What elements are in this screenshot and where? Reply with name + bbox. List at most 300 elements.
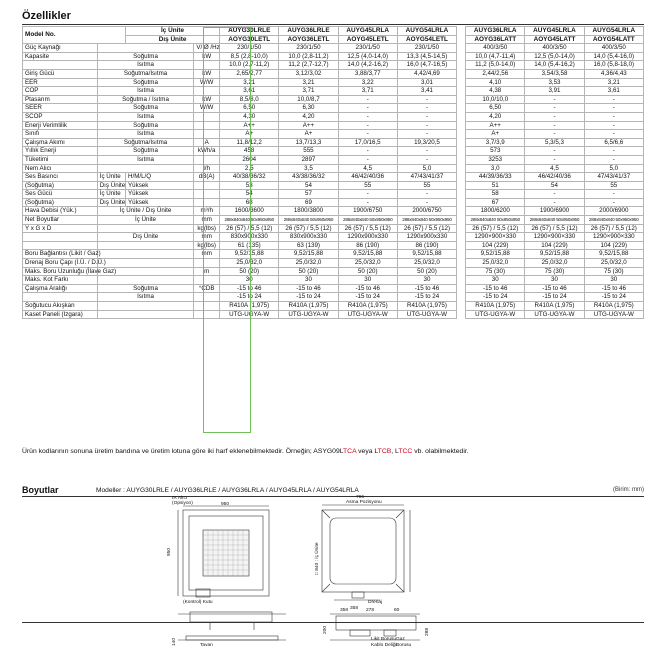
value-cell: 25,0/32,0 xyxy=(584,259,643,268)
row-label: Sınıfı xyxy=(23,130,98,139)
row-label: Enerji Verimlilik xyxy=(23,121,98,130)
dim-288: 288 xyxy=(425,627,430,636)
value-cell: 17,0/16,5 xyxy=(338,138,397,147)
row-unit: mm xyxy=(194,216,220,225)
outdoor-unit-label: Dış Ünite xyxy=(126,35,220,44)
control-box-label: (Kontrol) Kutu xyxy=(183,600,213,605)
value-cell: 51 xyxy=(466,181,525,190)
row-label: Y x G x D xyxy=(23,224,98,233)
row-label: Güç Kaynağı xyxy=(23,44,98,53)
value-cell: 58 xyxy=(466,190,525,199)
value-cell: UTG-UGYA-W xyxy=(525,310,584,319)
value-cell: 11,2 (2,7-12,7) xyxy=(279,61,338,70)
value-cell: 67 xyxy=(466,198,525,207)
value-cell: 19,3/20,5 xyxy=(397,138,456,147)
row-sublabel: Isıtma xyxy=(97,293,194,302)
row-sublabel: Isıtma xyxy=(97,87,194,96)
value-cell: 830x900x330 xyxy=(220,233,279,242)
value-cell: 4,5 xyxy=(525,164,584,173)
row-unit: dB(A) xyxy=(194,173,220,182)
gas-label: Gaz xyxy=(396,637,405,642)
value-cell: 1800/6200 xyxy=(466,207,525,216)
value-cell: 1290×900×330 xyxy=(466,233,525,242)
value-cell: - xyxy=(525,155,584,164)
value-cell: 1600/3600 xyxy=(220,207,279,216)
value-cell: 573 xyxy=(466,147,525,156)
value-cell: 230/1/50 xyxy=(338,44,397,53)
value-cell: 2,65/2,77 xyxy=(220,69,279,78)
dim-200: 200 xyxy=(323,625,328,634)
value-cell: 9,52/15,88 xyxy=(338,250,397,259)
value-cell: A+ xyxy=(279,130,338,139)
value-cell: 3,01 xyxy=(397,78,456,87)
value-cell: 3,21 xyxy=(584,78,643,87)
row-sublabel: Dış Ünite xyxy=(97,181,125,190)
row-sublabel: Soğutma xyxy=(97,104,194,113)
page-bottom-rule xyxy=(22,622,644,623)
value-cell: 104 (229) xyxy=(466,241,525,250)
row-label: Soğutucu Akışkan xyxy=(23,302,98,311)
value-cell: 30 xyxy=(466,276,525,285)
indoor-model: AUYG45LRLA xyxy=(525,27,584,36)
value-cell: 26 (57) / 5,5 (12) xyxy=(466,224,525,233)
value-cell: 61 (135) xyxy=(220,241,279,250)
value-cell: 9,52/15,88 xyxy=(279,250,338,259)
row-unit: kW xyxy=(194,95,220,104)
value-cell: 12,5 (4,0-14,0) xyxy=(338,52,397,61)
value-cell: 3,88/3,77 xyxy=(338,69,397,78)
row-sublabel: Isıtma xyxy=(97,112,194,121)
value-cell: 13,3 (4,5-14,5) xyxy=(397,52,456,61)
value-cell: UTG-UGYA-W xyxy=(397,310,456,319)
value-cell: 6,50 xyxy=(466,104,525,113)
value-cell: - xyxy=(525,104,584,113)
value-cell: 1290x900x330 xyxy=(338,233,397,242)
value-cell: -15 to 24 xyxy=(525,293,584,302)
value-cell: - xyxy=(338,147,397,156)
value-cell: 6,5/6,6 xyxy=(584,138,643,147)
ir-label: IR Alıcı xyxy=(172,496,188,501)
value-cell: 55 xyxy=(397,181,456,190)
value-cell: 288x840x840 50x950x950 xyxy=(466,216,525,225)
row-label: (Soğutma) xyxy=(23,198,98,207)
value-cell: -15 to 24 xyxy=(584,293,643,302)
row-unit: kg(lbs) xyxy=(194,241,220,250)
value-cell: 2604 xyxy=(220,155,279,164)
value-cell: - xyxy=(338,95,397,104)
row-label: Tüketimi xyxy=(23,155,98,164)
value-cell: -15 to 46 xyxy=(220,284,279,293)
value-cell: 11,8/12,2 xyxy=(220,138,279,147)
value-cell: - xyxy=(397,112,456,121)
dimensions-models: Modeller : AUYG30LRLE / AUYG36LRLE / AUYG36LRLA / AUYG45LRLA / AUYG54LRLA xyxy=(96,487,359,494)
row-label: Ses Basıncı xyxy=(23,173,98,182)
row-sublabel-2: H/M/L/Q xyxy=(126,173,194,182)
outdoor-model: AOYG30LETL xyxy=(220,35,279,44)
value-cell: 54 xyxy=(525,181,584,190)
value-cell: 14,0 (4,2-16,2) xyxy=(338,61,397,70)
value-cell: A++ xyxy=(279,121,338,130)
width-796: 796 xyxy=(356,495,365,500)
value-cell: - xyxy=(584,147,643,156)
value-cell: 230/1/50 xyxy=(397,44,456,53)
value-cell: - xyxy=(338,104,397,113)
value-cell: 40/38/36/32 xyxy=(220,173,279,182)
value-cell: 3,7/3,9 xyxy=(466,138,525,147)
value-cell: 4,20 xyxy=(279,112,338,121)
dimensions-unit: (Birim: mm) xyxy=(613,487,644,493)
value-cell: - xyxy=(584,198,643,207)
drain-label: Drenaj xyxy=(368,600,383,605)
value-cell: 9,52/15,88 xyxy=(397,250,456,259)
value-cell: 230/1/50 xyxy=(220,44,279,53)
outdoor-model: AOYG54LETL xyxy=(397,35,456,44)
value-cell: 30 xyxy=(525,276,584,285)
value-cell: - xyxy=(397,95,456,104)
value-cell: - xyxy=(338,112,397,121)
value-cell: 10,0 (2,7-11,2) xyxy=(220,61,279,70)
value-cell: 25,0/32,0 xyxy=(279,259,338,268)
value-cell: 43/38/36/32 xyxy=(279,173,338,182)
value-cell: 14,0 (5,4-16,0) xyxy=(584,52,643,61)
indoor-model: AUYG54LRLA xyxy=(584,27,643,36)
value-cell: - xyxy=(525,95,584,104)
value-cell: 104 (229) xyxy=(525,241,584,250)
value-cell: 11,2 (5,0-14,0) xyxy=(466,61,525,70)
value-cell: - xyxy=(338,130,397,139)
row-sublabel: İç Ünite xyxy=(97,173,125,182)
row-sublabel: Soğutma / Isıtma xyxy=(97,95,194,104)
value-cell: 86 (190) xyxy=(338,241,397,250)
value-cell: -15 to 46 xyxy=(466,284,525,293)
row-label: Net Boyutlar xyxy=(23,216,98,225)
value-cell: 26 (57) / 5,5 (12) xyxy=(397,224,456,233)
value-cell: - xyxy=(338,190,397,199)
value-cell: 50 (20) xyxy=(338,267,397,276)
row-unit: W/W xyxy=(194,104,220,113)
value-cell: -15 to 46 xyxy=(279,284,338,293)
indoor-840-label: □ 840 : İç Ünite xyxy=(315,542,320,575)
dim-60: 60 xyxy=(394,608,400,613)
value-cell: 63 (139) xyxy=(279,241,338,250)
value-cell: - xyxy=(584,130,643,139)
value-cell: 3,53 xyxy=(525,78,584,87)
value-cell: 2000/6900 xyxy=(584,207,643,216)
height-950: 950 xyxy=(167,547,172,556)
value-cell: UTG-UGYA-W xyxy=(584,310,643,319)
value-cell: 75 (30) xyxy=(466,267,525,276)
value-cell: 3253 xyxy=(466,155,525,164)
row-sublabel: Isıtma xyxy=(97,155,194,164)
row-label: Ptasarım xyxy=(23,95,98,104)
value-cell: 3,22 xyxy=(338,78,397,87)
value-cell: -15 to 24 xyxy=(466,293,525,302)
dim-140: 140 xyxy=(172,637,177,646)
row-label: Yıllık Enerji xyxy=(23,147,98,156)
value-cell: 25,0/32,0 xyxy=(525,259,584,268)
value-cell: 4,42/4,69 xyxy=(397,69,456,78)
value-cell: A+ xyxy=(466,130,525,139)
value-cell: - xyxy=(397,190,456,199)
row-sublabel: Soğutma/Isıtma xyxy=(97,69,194,78)
value-cell: 1290×900×330 xyxy=(584,233,643,242)
value-cell: 25,0/32,0 xyxy=(338,259,397,268)
value-cell: 26 (57) / 5,5 (12) xyxy=(584,224,643,233)
dim-358: 358 xyxy=(350,606,359,611)
value-cell: - xyxy=(338,198,397,207)
value-cell: 46/42/40/36 xyxy=(525,173,584,182)
value-cell: 53 xyxy=(220,181,279,190)
value-cell: 555 xyxy=(279,147,338,156)
value-cell: 8,5 (2,8-10,0) xyxy=(220,52,279,61)
value-cell: 10,0/8,7 xyxy=(279,95,338,104)
value-cell: 50 (20) xyxy=(220,267,279,276)
value-cell: 9,52/15,88 xyxy=(525,250,584,259)
value-cell: - xyxy=(584,155,643,164)
outdoor-model: AOYG54LATT xyxy=(584,35,643,44)
value-cell: 1900/6750 xyxy=(338,207,397,216)
row-sublabel: Soğutma xyxy=(97,52,194,61)
row-sublabel: Soğutma xyxy=(97,121,194,130)
value-cell: 69 xyxy=(279,198,338,207)
value-cell: 458 xyxy=(220,147,279,156)
value-cell: 10,0 (2,8-11,2) xyxy=(279,52,338,61)
production-note: Ürün kodlarının sonuna üretim bandına ve üretim lotuna göre iki harf eklenebilmektedir. Örneğin; ASYG09LTCA veya LTCB, LTCC vb. olabilmektedir. xyxy=(22,448,469,455)
top-view xyxy=(322,505,410,600)
value-cell: - xyxy=(525,198,584,207)
row-sublabel: Soğutma xyxy=(97,78,194,87)
row-unit: V/ Ø /Hz xyxy=(194,44,220,53)
width-950: 950 xyxy=(221,502,230,507)
value-cell: 68 xyxy=(220,198,279,207)
value-cell: - xyxy=(397,121,456,130)
value-cell: - xyxy=(525,190,584,199)
value-cell: - xyxy=(397,155,456,164)
row-label: Çalışma Aralığı xyxy=(23,284,98,293)
row-label: Kaset Paneli (Izgara) xyxy=(23,310,98,319)
value-cell: 25,0/32,0 xyxy=(220,259,279,268)
value-cell: 26 (57) / 5,5 (12) xyxy=(279,224,338,233)
value-cell: -15 to 24 xyxy=(338,293,397,302)
value-cell: 13,7/13,3 xyxy=(279,138,338,147)
value-cell: 6,50 xyxy=(220,104,279,113)
value-cell: 3,71 xyxy=(279,87,338,96)
value-cell: 5,3/5,3 xyxy=(525,138,584,147)
value-cell: 26 (57) / 5,5 (12) xyxy=(338,224,397,233)
value-cell: 3,21 xyxy=(220,78,279,87)
value-cell: R410A (1,975) xyxy=(279,302,338,311)
value-cell: A++ xyxy=(220,121,279,130)
spec-title: Özellikler xyxy=(22,10,71,22)
value-cell: 830x900x330 xyxy=(279,233,338,242)
value-cell: 30 xyxy=(220,276,279,285)
value-cell: UTG-UGYA-W xyxy=(220,310,279,319)
pipe-label: Borusu xyxy=(396,643,412,648)
value-cell: 2,44/2,56 xyxy=(466,69,525,78)
value-cell: 400/3/50 xyxy=(525,44,584,53)
row-sublabel: İç Ünite / Dış Ünite xyxy=(97,207,194,216)
value-cell: R410A (1,975) xyxy=(397,302,456,311)
value-cell: 4,5 xyxy=(338,164,397,173)
outdoor-model: AOYG36LETL xyxy=(279,35,338,44)
side-view-left xyxy=(178,612,286,640)
value-cell: 5,0 xyxy=(584,164,643,173)
value-cell: 3,0 xyxy=(466,164,525,173)
value-cell: 75 (30) xyxy=(525,267,584,276)
row-unit: A xyxy=(194,138,220,147)
row-label: Giriş Gücü xyxy=(23,69,98,78)
model-label: Model No. xyxy=(23,27,126,44)
value-cell: 3,54/3,58 xyxy=(525,69,584,78)
value-cell: UTG-UGYA-W xyxy=(338,310,397,319)
value-cell: 3,61 xyxy=(584,87,643,96)
value-cell: 30 xyxy=(397,276,456,285)
value-cell: -15 to 24 xyxy=(279,293,338,302)
value-cell: 230/1/50 xyxy=(279,44,338,53)
row-label: Maks. Kot Farkı xyxy=(23,276,98,285)
value-cell: 50 (20) xyxy=(279,267,338,276)
value-cell: 55 xyxy=(584,181,643,190)
value-cell: 26 (57) / 5,5 (12) xyxy=(525,224,584,233)
row-unit: m xyxy=(194,267,220,276)
row-sublabel-2: Yüksek xyxy=(126,190,194,199)
value-cell: 25,0/32,0 xyxy=(466,259,525,268)
value-cell: 9,52/15,88 xyxy=(466,250,525,259)
outdoor-model: AOYG45LATT xyxy=(525,35,584,44)
value-cell: 2,5 xyxy=(220,164,279,173)
value-cell: 44/39/36/33 xyxy=(466,173,525,182)
value-cell: - xyxy=(525,147,584,156)
value-cell: 86 (190) xyxy=(397,241,456,250)
row-sublabel: İç Ünite xyxy=(97,190,125,199)
row-sublabel: Isıtma xyxy=(97,130,194,139)
value-cell: 10,0/10,0 xyxy=(466,95,525,104)
value-cell: R410A (1,975) xyxy=(220,302,279,311)
row-label: (Soğutma) xyxy=(23,181,98,190)
value-cell: - xyxy=(338,155,397,164)
value-cell: R410A (1,975) xyxy=(338,302,397,311)
dim-358-b: 358 xyxy=(340,608,349,613)
value-cell: 30 xyxy=(584,276,643,285)
row-unit: kg(lbs) xyxy=(194,224,220,233)
value-cell: 14,0 (5,4-16,2) xyxy=(525,61,584,70)
value-cell: 30 xyxy=(279,276,338,285)
value-cell: 4,20 xyxy=(466,112,525,121)
hanging-label: Asma Pozisyonu xyxy=(346,500,382,505)
value-cell: - xyxy=(338,121,397,130)
row-unit: °CDB xyxy=(194,284,220,293)
value-cell: 288x840x840 50x950x950 xyxy=(220,216,279,225)
row-label: Drenaj Boru Çapı (İ.Ü. / D.Ü.) xyxy=(23,259,98,268)
value-cell: 3,61 xyxy=(220,87,279,96)
row-label: Nem Alıcı xyxy=(23,164,98,173)
value-cell: 400/3/50 xyxy=(584,44,643,53)
value-cell: - xyxy=(397,147,456,156)
value-cell: - xyxy=(584,190,643,199)
value-cell: 3,41 xyxy=(397,87,456,96)
value-cell: 5,0 xyxy=(397,164,456,173)
row-unit: m³/h xyxy=(194,207,220,216)
row-sublabel-2: Yüksek xyxy=(126,181,194,190)
value-cell: R410A (1,975) xyxy=(525,302,584,311)
value-cell: 1290×900×330 xyxy=(525,233,584,242)
value-cell: 4,36/4,43 xyxy=(584,69,643,78)
value-cell: 288x840x840 50x950x950 xyxy=(584,216,643,225)
liquid-pipe-label: Likit Borusu xyxy=(371,637,397,642)
value-cell: 3,5 xyxy=(279,164,338,173)
value-cell: 54 xyxy=(220,190,279,199)
row-label: SCOP xyxy=(23,112,98,121)
row-sublabel: Dış Ünite xyxy=(97,233,194,242)
value-cell: -15 to 46 xyxy=(338,284,397,293)
indoor-model: AUYG36LRLA xyxy=(466,27,525,36)
value-cell: 2000/6750 xyxy=(397,207,456,216)
value-cell: 288x840x840 50x950x950 xyxy=(338,216,397,225)
value-cell: - xyxy=(525,112,584,121)
row-sublabel: Soğutma/Isıtma xyxy=(97,138,194,147)
row-sublabel: Dış Ünite xyxy=(97,198,125,207)
value-cell: 3,12/3,02 xyxy=(279,69,338,78)
row-label: Maks. Boru Uzunluğu (İlave Gaz) xyxy=(23,267,98,276)
value-cell: -15 to 46 xyxy=(584,284,643,293)
grille-front-view xyxy=(178,506,269,597)
row-label: EER xyxy=(23,78,98,87)
value-cell: 288x840x840 50x950x950 xyxy=(397,216,456,225)
value-cell: - xyxy=(584,112,643,121)
value-cell: 50 (20) xyxy=(397,267,456,276)
row-label: Çalışma Akımı xyxy=(23,138,98,147)
value-cell: - xyxy=(397,104,456,113)
value-cell: R410A (1,975) xyxy=(466,302,525,311)
value-cell: -15 to 24 xyxy=(220,293,279,302)
ir-label-2: (Opsiyon) xyxy=(172,501,193,506)
value-cell: 2897 xyxy=(279,155,338,164)
cable-hole-label: Kablo Deliği xyxy=(371,643,397,648)
value-cell: 3,71 xyxy=(338,87,397,96)
row-label: Kapasite xyxy=(23,52,98,61)
value-cell: - xyxy=(525,130,584,139)
row-unit: kW xyxy=(194,52,220,61)
dimensions-title: Boyutlar xyxy=(22,485,59,495)
value-cell: 400/3/50 xyxy=(466,44,525,53)
value-cell: 4,38 xyxy=(466,87,525,96)
indoor-model: AUYG45LRLA xyxy=(338,27,397,36)
row-sublabel: İç Ünite xyxy=(97,216,194,225)
value-cell: 75 (30) xyxy=(584,267,643,276)
row-unit: kWh/a xyxy=(194,147,220,156)
indoor-model: AUYG30LRLE xyxy=(220,27,279,36)
row-label: COP xyxy=(23,87,98,96)
value-cell: - xyxy=(584,104,643,113)
value-cell: -15 to 46 xyxy=(397,284,456,293)
row-label: Hava Debisi (Yük.) xyxy=(23,207,98,216)
value-cell: 104 (229) xyxy=(584,241,643,250)
indoor-model: AUYG54LRLA xyxy=(397,27,456,36)
value-cell: 3,21 xyxy=(279,78,338,87)
value-cell: 30 xyxy=(338,276,397,285)
value-cell: 55 xyxy=(338,181,397,190)
ceiling-label: Tavan xyxy=(200,643,213,648)
value-cell: 4,10 xyxy=(466,78,525,87)
value-cell: 4,30 xyxy=(220,112,279,121)
value-cell: 3,91 xyxy=(525,87,584,96)
value-cell: 47/43/41/37 xyxy=(397,173,456,182)
indoor-unit-label: İç Ünite xyxy=(126,27,220,36)
value-cell: 1900/6900 xyxy=(525,207,584,216)
row-unit: mm xyxy=(194,233,220,242)
value-cell: -15 to 46 xyxy=(525,284,584,293)
value-cell: - xyxy=(397,130,456,139)
